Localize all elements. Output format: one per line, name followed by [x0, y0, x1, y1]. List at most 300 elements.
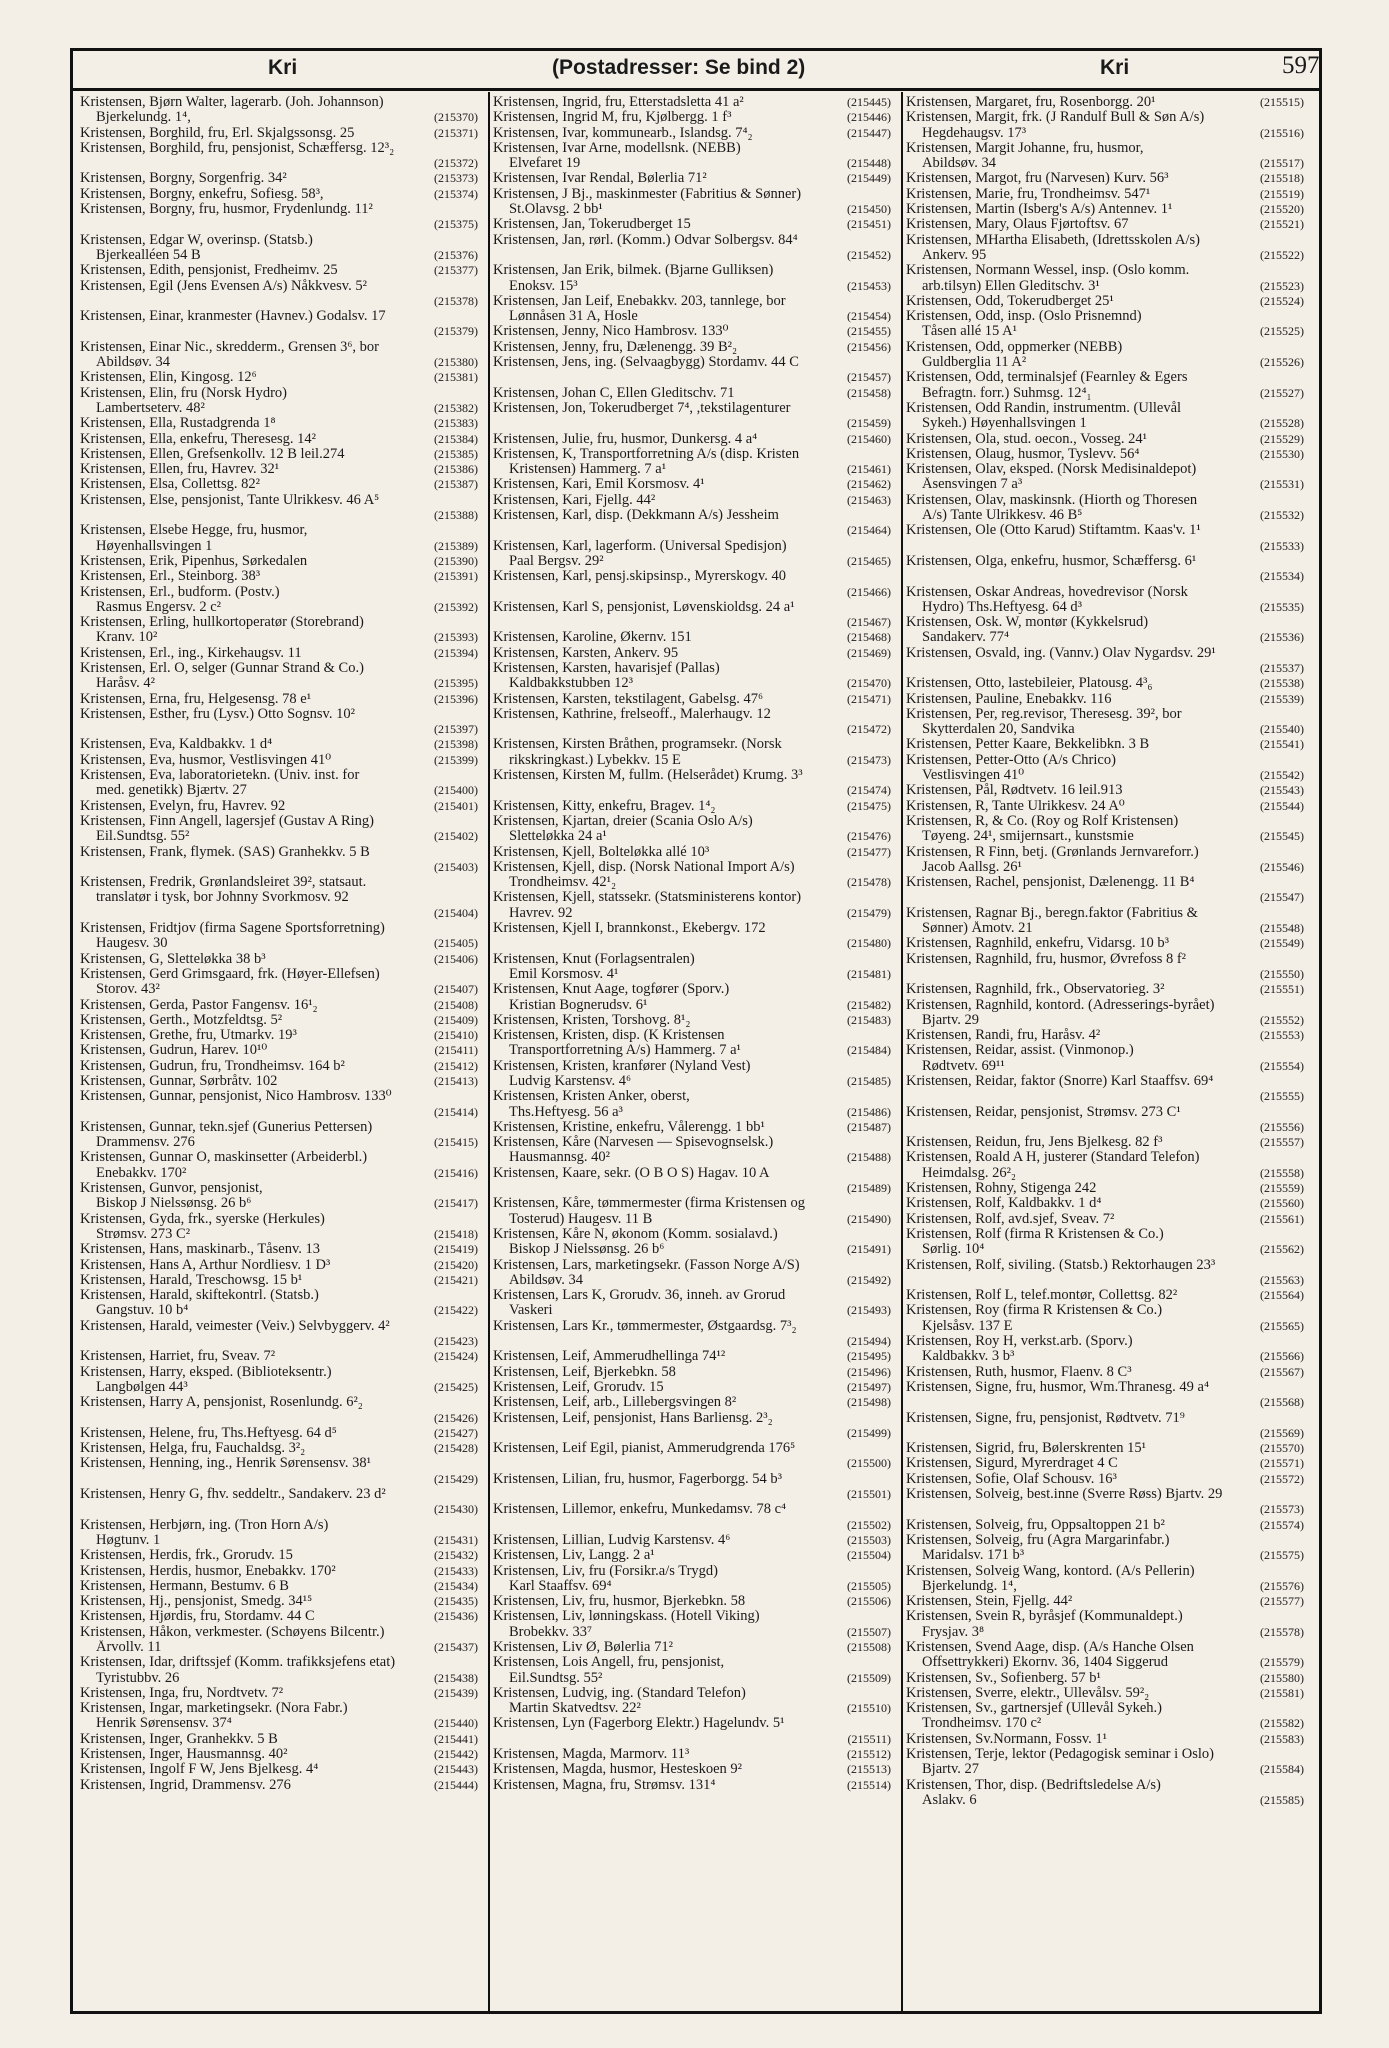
entry-text: rikskringkast.) Lybekkv. 15 E [509, 752, 681, 768]
entry-line [493, 1625, 891, 1640]
entry-number: (215469) [847, 645, 891, 660]
entry-number: (215435) [434, 1594, 478, 1609]
entry-text: Sletteløkka 24 a¹ [509, 829, 607, 845]
entry-text: Eil.Sundtsg. 55² [509, 1670, 603, 1686]
entry-text: Kaldbakkv. 3 b³ [922, 1349, 1015, 1365]
directory-entry [80, 477, 478, 492]
entry-number: (215414) [434, 1104, 478, 1119]
entry-line: Kristensen, Karl S, pensjonist, Løvenskioldsg. 24 a¹ [493, 599, 795, 615]
directory-entry [493, 1564, 891, 1595]
directory-entry [80, 1579, 478, 1594]
entry-number: (215550) [1260, 966, 1304, 981]
entry-line: Kristensen, Ludvig, ing. (Standard Telefon) [493, 1685, 746, 1701]
entry-line: Kristensen, Lilian, fru, husmor, Fagerborgg. 54 b³ [493, 1471, 783, 1487]
entry-line: Kristensen, Margit, frk. (J Randulf Bull & Søn A/s) [906, 110, 1205, 126]
entry-line: Kristensen, Else, pensjonist, Tante Ulrikkesv. 46 A⁵ [80, 492, 380, 508]
entry-line: Kristensen, Leif, pensjonist, Hans Barliensg. 2³₂ [493, 1410, 773, 1426]
directory-entry [80, 1319, 478, 1350]
entry-line: Kristensen, Thor, disp. (Bedriftsledelse A/s) [906, 1777, 1161, 1793]
entry-line [80, 1380, 478, 1395]
entry-line: Kristensen, Harry, eksped. (Biblioteksentr.) [80, 1364, 332, 1380]
entry-text: Kristensen, Kari, Fjellg. 44² [493, 492, 656, 508]
entry-number: (215462) [847, 477, 891, 492]
entry-line [493, 1242, 891, 1257]
entry-line [80, 1166, 478, 1181]
entry-text: Emil Korsmosv. 4¹ [509, 966, 619, 982]
entry-line: Kristensen, Kaare, sekr. (O B O S) Hagav. 10 A [493, 1165, 770, 1181]
entry-number: (215563) [1260, 1272, 1304, 1287]
entry-text: Kristensen, Marie, fru, Trondheimsv. 547¹ [906, 186, 1151, 202]
entry-number: (215481) [847, 966, 891, 981]
directory-entry [80, 1732, 478, 1747]
entry-line [906, 1181, 1304, 1196]
directory-entry [906, 906, 1304, 937]
entry-line [493, 875, 891, 890]
entry-number: (215453) [847, 278, 891, 293]
entry-text: Kristensen, Eva, Kaldbakkv. 1 d⁴ [80, 737, 273, 753]
entry-text: Kristensen, Jenny, fru, Dælenengg. 39 B²₂ [493, 339, 738, 355]
entry-number: (215405) [434, 936, 478, 951]
entry-line [80, 324, 478, 339]
entry-text: Tøyeng. 24¹, smijernsart., kunstsmie [922, 829, 1134, 845]
directory-entry [80, 462, 478, 477]
entry-line [493, 324, 891, 339]
entry-number: (215460) [847, 431, 891, 446]
directory-entry [906, 1411, 1304, 1442]
entry-text: Kristensen, Otto, lastebileier, Platousg. 4³₆ [906, 676, 1153, 692]
directory-entry [906, 370, 1304, 401]
entry-line [80, 829, 478, 844]
entry-number: (215526) [1260, 355, 1304, 370]
entry-text: Haråsv. 4² [96, 676, 155, 692]
directory-entry [493, 1533, 891, 1548]
entry-text: Kristensen, Johan C, Ellen Gleditschv. 71 [493, 385, 735, 401]
entry-number: (215492) [847, 1272, 891, 1287]
entry-line: Kristensen, Odd, terminalsjef (Fearnley & Egers [906, 370, 1188, 386]
directory-entry [493, 539, 891, 570]
entry-text: Bjerkelundg. 1⁴, [96, 110, 191, 126]
entry-text: Haugesv. 30 [96, 936, 168, 952]
entry-line [906, 1594, 1304, 1609]
entry-line [493, 1594, 891, 1609]
directory-entry [80, 1288, 478, 1319]
entry-number: (215392) [434, 599, 478, 614]
directory-entry [493, 814, 891, 845]
entry-line [906, 799, 1304, 814]
entry-text: Kristensen, Hermann, Bestumv. 6 B [80, 1578, 289, 1594]
entry-line [80, 263, 478, 278]
entry-line: Kristensen, J Bj., maskinmester (Fabritius & Sønner) [493, 186, 802, 202]
entry-number: (215466) [847, 584, 891, 599]
entry-number: (215386) [434, 462, 478, 477]
directory-entry [493, 263, 891, 294]
entry-line [80, 1303, 478, 1318]
entry-line [493, 110, 891, 125]
entry-text: Kristensen, Harald, Treschowsg. 15 b¹ [80, 1272, 303, 1288]
entry-number: (215474) [847, 783, 891, 798]
entry-line: Kristensen, Elin, fru (Norsk Hydro) [80, 385, 287, 401]
entry-line: Kristensen, Olav, eksped. (Norsk Medisinaldepot) [906, 462, 1197, 478]
entry-number: (215399) [434, 752, 478, 767]
directory-entry [80, 1043, 478, 1058]
directory-entry [906, 936, 1304, 951]
entry-text: Kristensen, Kristen, Torshovg. 8¹₂ [493, 1012, 691, 1028]
entry-line: Kristensen, Solveig, fru (Agra Margarinfabr.) [906, 1532, 1170, 1548]
entry-line [906, 294, 1304, 309]
directory-entry [493, 1716, 891, 1747]
entry-number: (215378) [434, 293, 478, 308]
entry-number: (215424) [434, 1349, 478, 1364]
entry-number: (215562) [1260, 1242, 1304, 1257]
entry-number: (215493) [847, 1303, 891, 1318]
entry-number: (215393) [434, 630, 478, 645]
entry-line: Kristensen, Jon, Tokerudberget 7⁴, ,tekstilagenturer [493, 400, 791, 416]
entry-number: (215468) [847, 630, 891, 645]
entry-number: (215500) [847, 1456, 891, 1471]
directory-entry [493, 294, 891, 325]
directory-entry [493, 1319, 891, 1350]
entry-number: (215451) [847, 217, 891, 232]
entry-line [80, 1686, 478, 1701]
entry-text: Kristensen, Stein, Fjellg. 44² [906, 1594, 1073, 1610]
entry-number: (215467) [847, 615, 891, 630]
directory-entry [493, 1013, 891, 1028]
entry-line: Kristensen, Kristen Anker, oberst, [493, 1089, 690, 1105]
entry-line [906, 921, 1304, 936]
entry-text: Kristensen, Ragnhild, enkefru, Vidarsg. 10 b³ [906, 936, 1169, 952]
entry-line [493, 171, 891, 186]
entry-number: (215397) [434, 722, 478, 737]
entry-number: (215560) [1260, 1196, 1304, 1211]
entry-line: Kristensen, Roy (firma R Kristensen & Co.) [906, 1303, 1163, 1319]
entry-number: (215436) [434, 1609, 478, 1624]
directory-entry [493, 569, 891, 600]
entry-number: (215489) [847, 1181, 891, 1196]
directory-entry [80, 585, 478, 616]
directory-entry [493, 126, 891, 141]
entry-line: Kristensen, Kåre N, økonom (Komm. sosialavd.) [493, 1226, 778, 1242]
directory-entry [906, 294, 1304, 309]
directory-entry [493, 600, 891, 631]
entry-text: Kristensen, Gudrun, fru, Trondheimsv. 164 b² [80, 1058, 345, 1074]
entry-text: Kristensen, Petter Kaare, Bekkelibkn. 3 B [906, 737, 1150, 753]
entry-line [906, 1716, 1304, 1731]
entry-text: Kristensen, Borgny, Sorgenfrig. 34² [80, 171, 287, 187]
entry-line [906, 156, 1304, 171]
directory-entry [493, 110, 891, 125]
entry-line [906, 1196, 1304, 1211]
entry-line [80, 477, 478, 492]
entry-text: Kristensen, Margaret, fru, Rosenborgg. 20¹ [906, 95, 1156, 110]
entry-number: (215446) [847, 110, 891, 125]
entry-line: Kristensen, Odd, insp. (Oslo Prisnemnd) [906, 309, 1142, 325]
entry-text: Kristensen, Kitty, enkefru, Bragev. 1⁴₂ [493, 798, 716, 814]
entry-number: (215495) [847, 1349, 891, 1364]
entry-number: (215584) [1260, 1762, 1304, 1777]
entry-number: (215418) [434, 1226, 478, 1241]
directory-entry [80, 1655, 478, 1686]
entry-text: Rødtvetv. 69¹¹ [922, 1058, 1005, 1074]
entry-number: (215546) [1260, 859, 1304, 874]
directory-entry [493, 1089, 891, 1120]
entry-line [493, 1365, 891, 1380]
entry-number: (215461) [847, 462, 891, 477]
entry-text: Kristensen, Erl., Steinborg. 38³ [80, 569, 261, 585]
entry-line [80, 860, 478, 875]
entry-text: Bjartv. 29 [922, 1012, 980, 1028]
entry-number: (215456) [847, 339, 891, 354]
entry-line [80, 539, 478, 554]
entry-line: Kristensen, Olga, enkefru, husmor, Schæffersg. 6¹ [906, 553, 1197, 569]
entry-line: Kristensen, Kristen, disp. (K Kristensen [493, 1028, 725, 1044]
directory-entry [80, 432, 478, 447]
directory-entry [493, 1395, 891, 1410]
directory-entry [906, 998, 1304, 1029]
entry-line [906, 967, 1304, 982]
directory-entry [80, 615, 478, 646]
directory-entry [493, 630, 891, 645]
entry-text: Kristian Bognerudsv. 6¹ [509, 997, 648, 1013]
directory-entry [906, 1258, 1304, 1289]
entry-text: Kristensen, Harriet, fru, Sveav. 7² [80, 1349, 276, 1365]
directory-column-3 [906, 95, 1304, 1808]
directory-entry [906, 1472, 1304, 1487]
directory-entry [80, 554, 478, 569]
entry-number: (215555) [1260, 1089, 1304, 1104]
entry-line [80, 952, 478, 967]
entry-line [906, 936, 1304, 951]
entry-text: Kristensen, Hans, maskinarb., Tåsenv. 13 [80, 1242, 321, 1258]
entry-number: (215544) [1260, 798, 1304, 813]
entry-line [906, 355, 1304, 370]
entry-line: Kristensen, Kåre, tømmermester (firma Kristensen og [493, 1196, 806, 1212]
entry-text: Tosterud) Haugesv. 11 B [509, 1211, 653, 1227]
header-right-guide: Kri [1100, 56, 1130, 79]
entry-text: Kristensen, Leif, arb., Lillebergsvingen 8² [493, 1395, 737, 1411]
entry-number: (215585) [1260, 1792, 1304, 1807]
entry-line [493, 676, 891, 691]
directory-entry [80, 845, 478, 876]
entry-line: Kristensen, Leif Egil, pianist, Ammerudgrenda 176⁵ [493, 1441, 796, 1457]
entry-line [80, 447, 478, 462]
entry-number: (215427) [434, 1425, 478, 1440]
entry-text: Kristensen, Liv Ø, Bølerlia 71² [493, 1639, 673, 1655]
entry-text: Lambertseterv. 48² [96, 400, 205, 416]
entry-line [493, 1732, 891, 1747]
entry-text: Kristensen, Mary, Olaus Fjørtoftsv. 67 [906, 217, 1129, 233]
entry-number: (215441) [434, 1731, 478, 1746]
entry-number: (215556) [1260, 1119, 1304, 1134]
entry-number: (215501) [847, 1487, 891, 1502]
entry-number: (215442) [434, 1747, 478, 1762]
directory-entry [493, 141, 891, 172]
directory-entry [906, 309, 1304, 340]
column-divider [488, 92, 490, 2012]
entry-number: (215475) [847, 798, 891, 813]
entry-number: (215449) [847, 171, 891, 186]
entry-number: (215431) [434, 1532, 478, 1547]
directory-entry [80, 1426, 478, 1441]
entry-line [493, 585, 891, 600]
entry-text: Gangstuv. 10 b⁴ [96, 1303, 189, 1319]
entry-line: Kristensen, Lars Kr., tømmermester, Østgaardsg. 7³₂ [493, 1318, 797, 1334]
directory-column-2 [493, 95, 891, 1793]
entry-line [80, 1258, 478, 1273]
directory-entry [80, 799, 478, 814]
entry-line: Kristensen, Ivar Arne, modellsnk. (NEBB) [493, 140, 741, 156]
entry-number: (215513) [847, 1762, 891, 1777]
directory-entry [906, 615, 1304, 646]
entry-text: Kjelsåsv. 137 E [922, 1318, 1013, 1334]
entry-line: Kristensen, Jens, ing. (Selvaagbygg) Stordamv. 44 C [493, 355, 799, 371]
directory-entry [493, 768, 891, 799]
entry-number: (215396) [434, 691, 478, 706]
entry-number: (215464) [847, 523, 891, 538]
directory-entry [493, 340, 891, 355]
entry-text: Kristensen, Edith, pensjonist, Fredheimv. 25 [80, 263, 338, 279]
entry-number: (215465) [847, 553, 891, 568]
entry-line: Kristensen, Olav, maskinsnk. (Hiorth og Thoresen [906, 492, 1198, 508]
entry-line: Kristensen, Normann Wessel, insp. (Oslo komm. [906, 263, 1190, 279]
directory-entry [80, 386, 478, 417]
directory-entry [493, 171, 891, 186]
entry-text: Kristensen, Ingrid M, fru, Kjølbergg. 1 f³ [493, 110, 732, 126]
entry-line [80, 1043, 478, 1058]
entry-line [493, 906, 891, 921]
entry-line [493, 1105, 891, 1120]
entry-line [906, 416, 1304, 431]
entry-line [80, 355, 478, 370]
directory-entry [80, 1625, 478, 1656]
entry-line: Kristensen, Ole (Otto Karud) Stiftamtm. Kaas'v. 1¹ [906, 523, 1201, 539]
entry-number: (215476) [847, 829, 891, 844]
directory-entry [906, 1640, 1304, 1671]
directory-entry [80, 279, 478, 310]
entry-number: (215472) [847, 722, 891, 737]
entry-number: (215514) [847, 1777, 891, 1792]
entry-text: Kristensen, Ellen, fru, Havrev. 32¹ [80, 462, 280, 478]
directory-entry [493, 1365, 891, 1380]
entry-line: Kristensen, Einar Nic., skredderm., Grensen 3⁶, bor [80, 339, 379, 355]
entry-number: (215380) [434, 355, 478, 370]
entry-line [906, 447, 1304, 462]
entry-text: Kristensen, Ellen, Grefsenkollv. 12 B leil.274 [80, 446, 345, 462]
entry-line [80, 1441, 478, 1456]
directory-entry [906, 171, 1304, 186]
directory-entry [906, 783, 1304, 798]
entry-number: (215569) [1260, 1425, 1304, 1440]
entry-text: Kristensen, Sv.Normann, Fossv. 1¹ [906, 1731, 1108, 1747]
entry-text: Kristensen, Martin (Isberg's A/s) Antennev. 1¹ [906, 202, 1173, 218]
entry-line: Kristensen, Osk. W, montør (Kykkelsrud) [906, 615, 1149, 631]
directory-entry [906, 1456, 1304, 1471]
entry-number: (215425) [434, 1379, 478, 1394]
entry-line: Kristensen, Liv, fru (Forsikr.a/s Trygd) [493, 1563, 719, 1579]
directory-entry [80, 370, 478, 385]
entry-line: Kristensen, Lars K, Grorudv. 36, inneh. av Grorud [493, 1288, 786, 1304]
entry-line: Kristensen, Finn Angell, lagersjef (Gustav A Ring) [80, 813, 374, 829]
directory-entry [906, 1686, 1304, 1701]
entry-line [906, 539, 1304, 554]
entry-number: (215440) [434, 1716, 478, 1731]
entry-line [493, 309, 891, 324]
entry-line [493, 1426, 891, 1441]
directory-entry [906, 187, 1304, 202]
entry-number: (215518) [1260, 171, 1304, 186]
directory-entry [906, 814, 1304, 845]
directory-entry [906, 1441, 1304, 1456]
entry-text: A/s) Tante Ulrikkesv. 46 B⁵ [922, 508, 1083, 524]
entry-line [80, 1732, 478, 1747]
entry-number: (215434) [434, 1578, 478, 1593]
directory-entry [493, 432, 891, 447]
entry-text: Kristensen, Sigrid, fru, Bølerskrenten 15¹ [906, 1441, 1146, 1457]
entry-number: (215383) [434, 416, 478, 431]
entry-line [493, 1349, 891, 1364]
entry-line [80, 982, 478, 997]
entry-number: (215524) [1260, 293, 1304, 308]
entry-number: (215517) [1260, 156, 1304, 171]
directory-entry [906, 1365, 1304, 1380]
entry-text: Ths.Heftyesg. 56 a³ [509, 1104, 623, 1120]
entry-line: Kristensen, R Finn, betj. (Grønlands Jernvareforr.) [906, 844, 1199, 860]
entry-line [493, 1120, 891, 1135]
entry-line [80, 1028, 478, 1043]
entry-text: Kristensen, Ivar, kommunearb., Islandsg. 7⁴₂ [493, 125, 753, 141]
directory-entry [80, 1242, 478, 1257]
entry-line [493, 1640, 891, 1655]
directory-entry [80, 1120, 478, 1151]
entry-text: Kristensen, Karsten, tekstilagent, Gabelsg. 47⁶ [493, 691, 764, 707]
entry-text: Kristensen, Magda, Marmorv. 11³ [493, 1747, 690, 1763]
entry-line [493, 493, 891, 508]
entry-text: Kristensen, G, Sletteløkka 38 b³ [80, 951, 266, 967]
entry-line [906, 1502, 1304, 1517]
entry-line [80, 1533, 478, 1548]
entry-line: Kristensen, Kirsten M, fullm. (Helserådet) Krumg. 3³ [493, 768, 803, 784]
entry-line [906, 432, 1304, 447]
entry-number: (215504) [847, 1548, 891, 1563]
entry-line [80, 1411, 478, 1426]
entry-text: Kristensen, Leif, Ammerudhellinga 74¹² [493, 1349, 726, 1365]
entry-number: (215486) [847, 1104, 891, 1119]
entry-line [80, 508, 478, 523]
directory-entry [906, 401, 1304, 432]
directory-entry [493, 187, 891, 218]
entry-number: (215403) [434, 859, 478, 874]
entry-text: Biskop J Nielssønsg. 26 b⁶ [509, 1242, 665, 1258]
entry-line: Kristensen, Herbjørn, ing. (Tron Horn A/s) [80, 1517, 329, 1533]
directory-entry [906, 1303, 1304, 1334]
entry-number: (215390) [434, 553, 478, 568]
directory-entry [493, 707, 891, 738]
entry-line [906, 1625, 1304, 1640]
entry-number: (215577) [1260, 1594, 1304, 1609]
entry-number: (215559) [1260, 1181, 1304, 1196]
entry-line [906, 1166, 1304, 1181]
directory-entry [80, 202, 478, 233]
entry-line: Kristensen, Rolf, siviling. (Statsb.) Rektorhaugen 23³ [906, 1257, 1216, 1273]
entry-line: Kristensen, Signe, fru, pensjonist, Rødtvetv. 71⁹ [906, 1410, 1185, 1426]
directory-entry [80, 1059, 478, 1074]
entry-line [80, 783, 478, 798]
entry-line [493, 1762, 891, 1777]
directory-entry [80, 1273, 478, 1288]
entry-number: (215419) [434, 1242, 478, 1257]
entry-line [80, 1242, 478, 1257]
entry-line: Kristensen, Harald, veimester (Veiv.) Selvbyggerv. 4² [80, 1318, 390, 1334]
directory-entry [906, 1609, 1304, 1640]
